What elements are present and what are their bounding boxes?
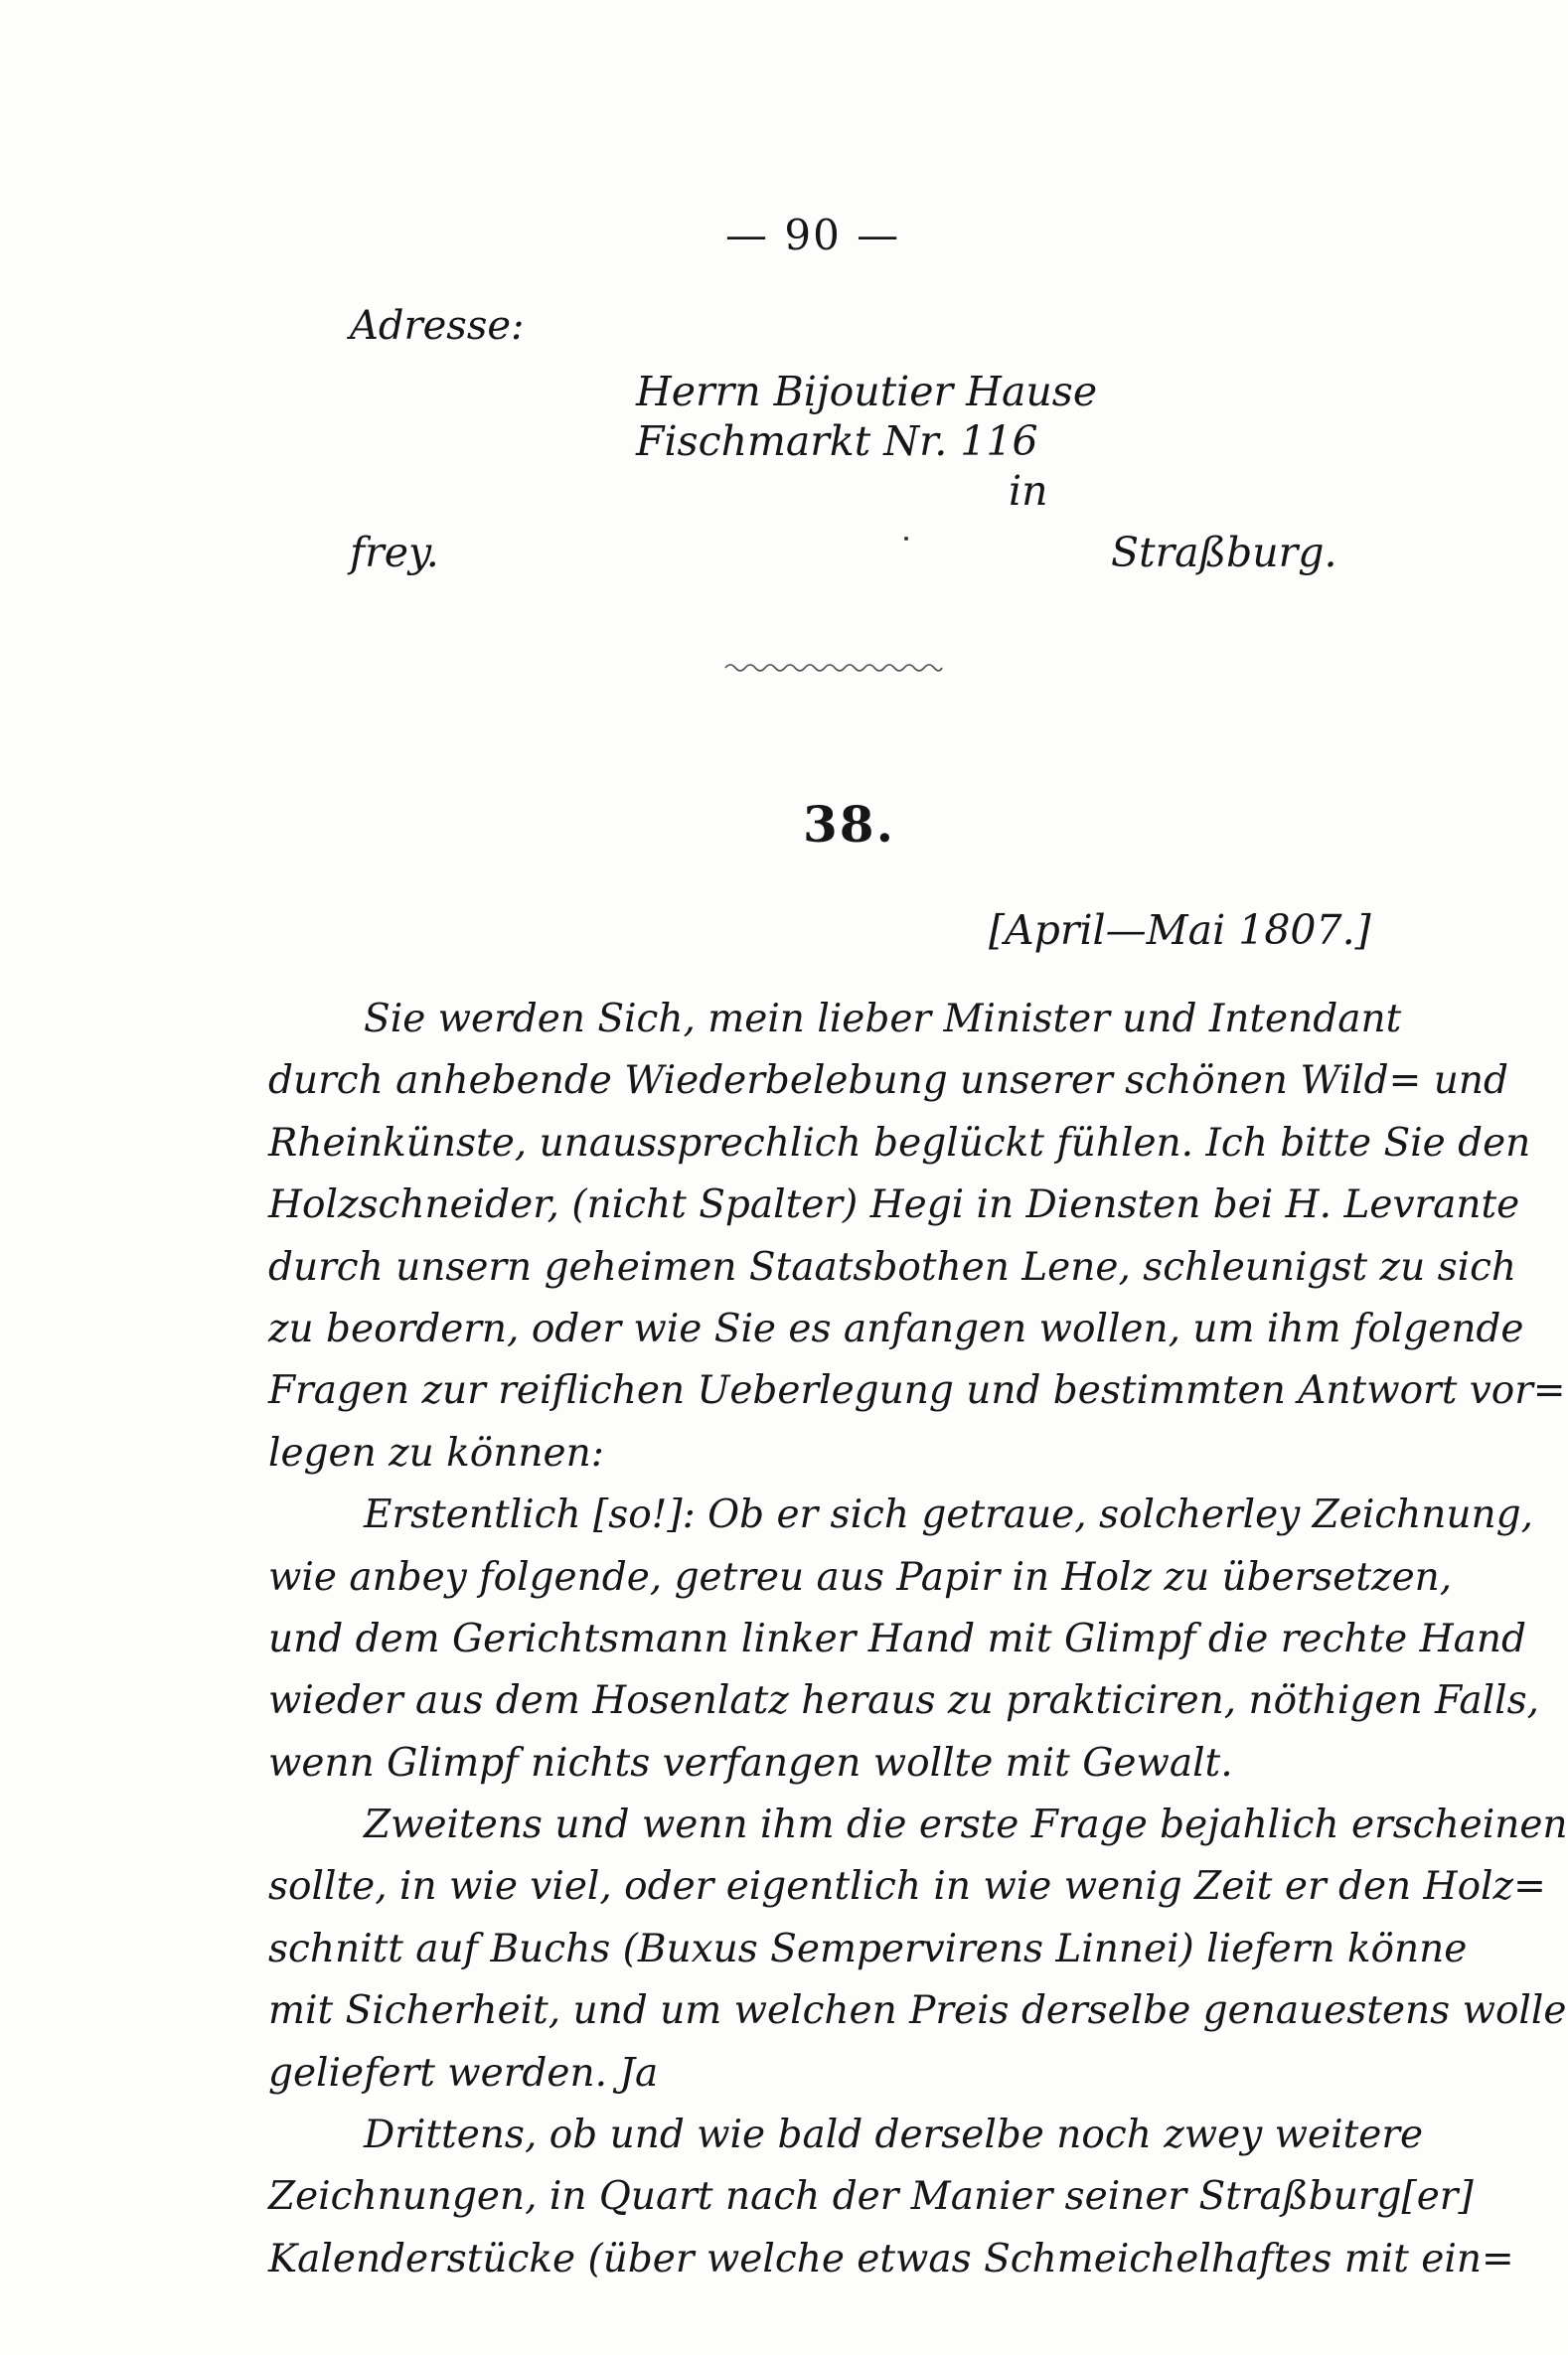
letter-date: [April—Mai 1807.] bbox=[989, 906, 1371, 954]
text-line: mit Sicherheit, und um welchen Preis derselbe genauestens wolle bbox=[268, 1988, 1567, 2034]
text-line: durch anhebende Wiederbelebung unserer schönen Wild= und bbox=[268, 1058, 1508, 1104]
dot-mark bbox=[904, 537, 908, 541]
text-line: schnitt auf Buchs (Buxus Sempervirens Linnei) liefern könne bbox=[268, 1926, 1468, 1971]
address-in: in bbox=[1009, 467, 1048, 515]
text-line: Sie werden Sich, mein lieber Minister und Intendant bbox=[364, 997, 1402, 1041]
text-line: geliefert werden. Ja bbox=[268, 2050, 659, 2096]
text-line: Fragen zur reiflichen Ueberlegung und bestimmten Antwort vor= bbox=[268, 1368, 1566, 1414]
text-line: Rheinkünste, unaussprechlich beglückt fühlen. Ich bitte Sie den bbox=[268, 1120, 1531, 1166]
letter-body bbox=[268, 989, 1568, 2290]
text-line: Zweitens und wenn ihm die erste Frage bejahlich erscheinen bbox=[364, 1803, 1568, 1848]
wavy-divider-ornament bbox=[723, 658, 942, 678]
address-city: Straßburg. bbox=[1111, 529, 1337, 576]
address-street: Fischmarkt Nr. 116 bbox=[636, 417, 1038, 465]
text-line: wieder aus dem Hosenlatz heraus zu prakticiren, nöthigen Falls, bbox=[268, 1678, 1539, 1724]
text-line: legen zu können: bbox=[268, 1430, 604, 1476]
text-line: sollte, in wie viel, oder eigentlich in wie wenig Zeit er den Holz= bbox=[268, 1864, 1546, 1910]
text-line: Erstentlich [so!]: Ob er sich getraue, solcherley Zeichnung, bbox=[364, 1492, 1533, 1538]
page-number: — 90 — bbox=[725, 211, 901, 259]
text-line: durch unsern geheimen Staatsbothen Lene, schleunigst zu sich bbox=[268, 1244, 1517, 1290]
address-recipient: Herrn Bijoutier Hause bbox=[636, 368, 1098, 415]
text-line: und dem Gerichtsmann linker Hand mit Glimpf die rechte Hand bbox=[268, 1616, 1526, 1661]
text-line: Drittens, ob und wie bald derselbe noch zwey weitere bbox=[364, 2113, 1424, 2158]
address-postage-note: frey. bbox=[350, 529, 439, 576]
text-line: Zeichnungen, in Quart nach der Manier seiner Straßburg[er] bbox=[268, 2174, 1474, 2220]
letter-number: 38. bbox=[803, 795, 895, 854]
address-label: Adresse: bbox=[350, 303, 525, 349]
text-line: wenn Glimpf nichts verfangen wollte mit Gewalt. bbox=[268, 1740, 1233, 1786]
text-line: Kalenderstücke (über welche etwas Schmeichelhaftes mit ein= bbox=[268, 2236, 1514, 2281]
text-line: zu beordern, oder wie Sie es anfangen wollen, um ihm folgende bbox=[268, 1306, 1524, 1351]
text-line: wie anbey folgende, getreu aus Papir in Holz zu übersetzen, bbox=[268, 1554, 1453, 1600]
text-line: Holzschneider, (nicht Spalter) Hegi in Diensten bei H. Levrante bbox=[268, 1182, 1520, 1228]
